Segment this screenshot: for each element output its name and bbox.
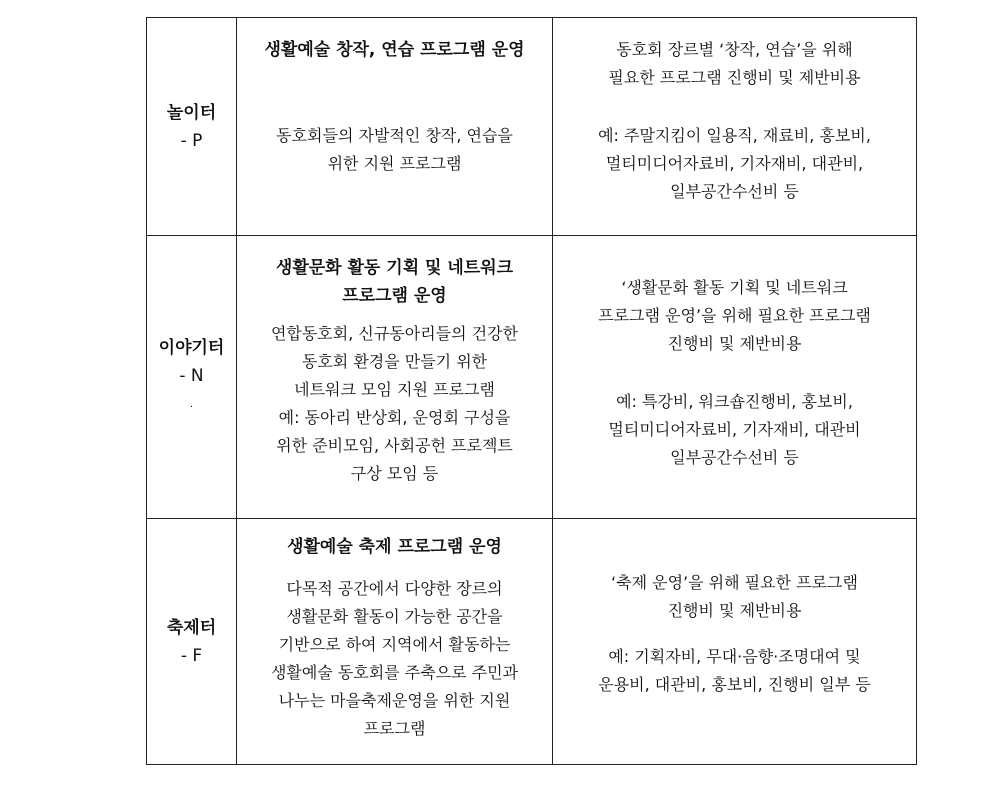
program-description-cell (237, 519, 553, 765)
table-row-playground (147, 18, 917, 236)
program-name: 이야기터 (158, 338, 225, 358)
description-line: 연합동호회, 신규동아리들의 건강한 (270, 324, 519, 343)
description-line: 생활예술 동호회를 주축으로 주민과 (270, 663, 519, 682)
program-table (146, 17, 917, 765)
cost-example-line: 예: 특강비, 워크숍진행비, 홍보비, (616, 392, 853, 411)
program-name-cell (147, 18, 237, 236)
cost-line: 필요한 프로그램 진행비 및 제반비용 (608, 68, 861, 87)
stray-mark: . (189, 399, 194, 410)
cost-line: 진행비 및 제반비용 (667, 334, 802, 353)
cost-line: ‘축제 운영’을 위해 필요한 프로그램 (611, 573, 858, 592)
description-line: 위한 지원 프로그램 (327, 154, 462, 173)
description-line: 다목적 공간에서 다양한 장르의 (286, 579, 503, 598)
program-description-cell (237, 18, 553, 236)
program-code: - F (180, 645, 203, 666)
description-line: 위한 준비모임, 사회공헌 프로젝트 (276, 436, 513, 455)
description-line: 구상 모임 등 (350, 464, 439, 483)
cost-line: ‘생활문화 활동 기획 및 네트워크 (621, 278, 848, 297)
cost-example-line: 예: 기획자비, 무대·음향·조명대여 및 (608, 647, 861, 666)
program-cost-cell (553, 18, 917, 236)
program-cost-cell (553, 236, 917, 519)
program-title-line: 프로그램 운영 (342, 286, 447, 306)
description-line: 네트워크 모임 지원 프로그램 (294, 380, 495, 399)
program-title-line: 생활문화 활동 기획 및 네트워크 (275, 258, 514, 278)
program-title: 생활예술 축제 프로그램 운영 (287, 537, 502, 557)
table-row-festival (147, 519, 917, 765)
description-line: 동호회들의 자발적인 창작, 연습을 (276, 126, 513, 145)
program-code: - N (179, 366, 204, 386)
program-code: - P (180, 130, 203, 151)
cost-example-line: 운용비, 대관비, 홍보비, 진행비 일부 등 (598, 675, 871, 694)
description-line: 생활문화 활동이 가능한 공간을 (286, 607, 503, 626)
cost-line: 진행비 및 제반비용 (667, 601, 802, 620)
description-line: 프로그램 (363, 719, 426, 738)
table-row-story (147, 236, 917, 519)
program-name: 축제터 (166, 617, 217, 638)
cost-line: 동호회 장르별 ‘창작, 연습’을 위해 (616, 40, 853, 59)
cost-example-line: 멀티미디어자료비, 기자재비, 대관비 (608, 420, 861, 439)
cost-line: 프로그램 운영’을 위해 필요한 프로그램 (598, 306, 871, 325)
program-description-cell (237, 236, 553, 519)
program-name-cell (147, 236, 237, 519)
cost-example-line: 예: 주말지킴이 일용직, 재료비, 홍보비, (598, 126, 871, 145)
cost-example-line: 일부공간수선비 등 (670, 448, 799, 467)
cost-example-line: 일부공간수선비 등 (670, 182, 799, 201)
description-line: 나누는 마을축제운영을 위한 지원 (278, 691, 511, 710)
description-line: 기반으로 하여 지역에서 활동하는 (278, 635, 511, 654)
cost-example-line: 멀티미디어자료비, 기자재비, 대관비, (605, 154, 864, 173)
program-title: 생활예술 창작, 연습 프로그램 운영 (264, 40, 525, 60)
program-name: 놀이터 (166, 102, 217, 123)
description-line: 예: 동아리 반상회, 운영회 구성을 (278, 408, 511, 427)
description-line: 동호회 환경을 만들기 위한 (301, 352, 488, 371)
program-name-cell (147, 519, 237, 765)
program-cost-cell (553, 519, 917, 765)
